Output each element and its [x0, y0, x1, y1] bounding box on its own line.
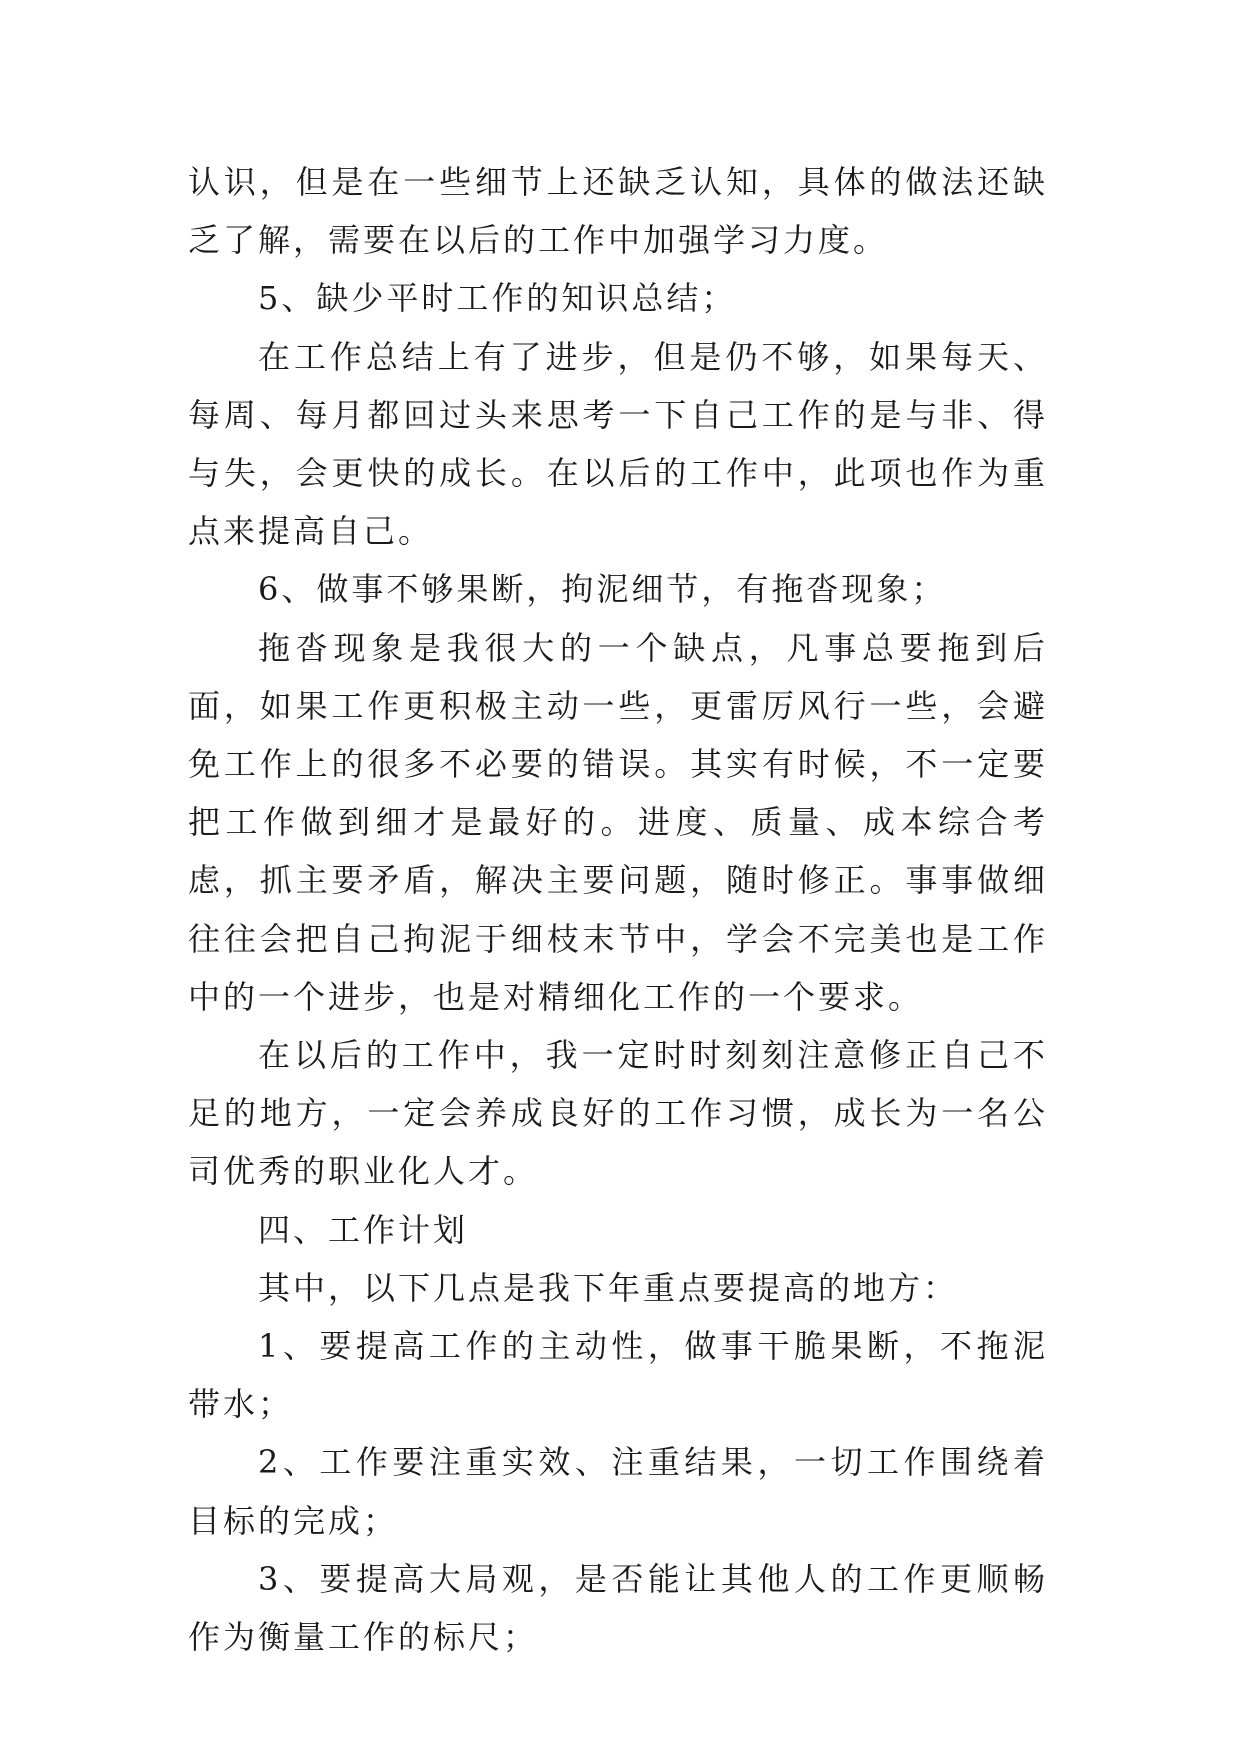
plan-item-2: 2、工作要注重实效、注重结果，一切工作围绕着目标的完成；: [188, 1443, 1048, 1540]
paragraph-procrastination: 拖沓现象是我很大的一个缺点，凡事总要拖到后面，如果工作更积极主动一些，更雷厉风行一些，会避免工作上的很多不必要的错误。其实有时候，不一定要把工作做到细才是最好的。进度、质量、成本综合考虑，抓主要矛盾，解决主要问题，随时修正。事事做细往往会把自己拘泥于细枝末节中，学会不完美也是工作中的一个进步，也是对精细化工作的一个要求。: [188, 628, 1048, 1016]
paragraph-plan-intro: 其中，以下几点是我下年重点要提高的地方：: [258, 1268, 959, 1307]
paragraph-future-commitment: 在以后的工作中，我一定时时刻刻注意修正自己不足的地方，一定会养成良好的工作习惯，成长为一名公司优秀的职业化人才。: [188, 1036, 1048, 1191]
paragraph-summary-progress: 在工作总结上有了进步，但是仍不够，如果每天、每周、每月都回过头来思考一下自己工作的是与非、得与失，会更快的成长。在以后的工作中，此项也作为重点来提高自己。: [188, 337, 1048, 551]
document-body: [188, 153, 1048, 1666]
plan-item-1: 1、要提高工作的主动性，做事干脆果断，不拖泥带水；: [188, 1327, 1048, 1424]
paragraph-continuation: 认识，但是在一些细节上还缺乏认知，具体的做法还缺乏了解，需要在以后的工作中加强学习力度。: [188, 163, 1048, 260]
plan-item-3: 3、要提高大局观，是否能让其他人的工作更顺畅作为衡量工作的标尺；: [188, 1559, 1048, 1657]
list-item-6-heading: 6、做事不够果断，拘泥细节，有拖沓现象；: [258, 570, 947, 609]
section-heading-work-plan: 四、工作计划: [258, 1210, 469, 1249]
list-item-5-heading: 5、缺少平时工作的知识总结；: [258, 279, 737, 318]
